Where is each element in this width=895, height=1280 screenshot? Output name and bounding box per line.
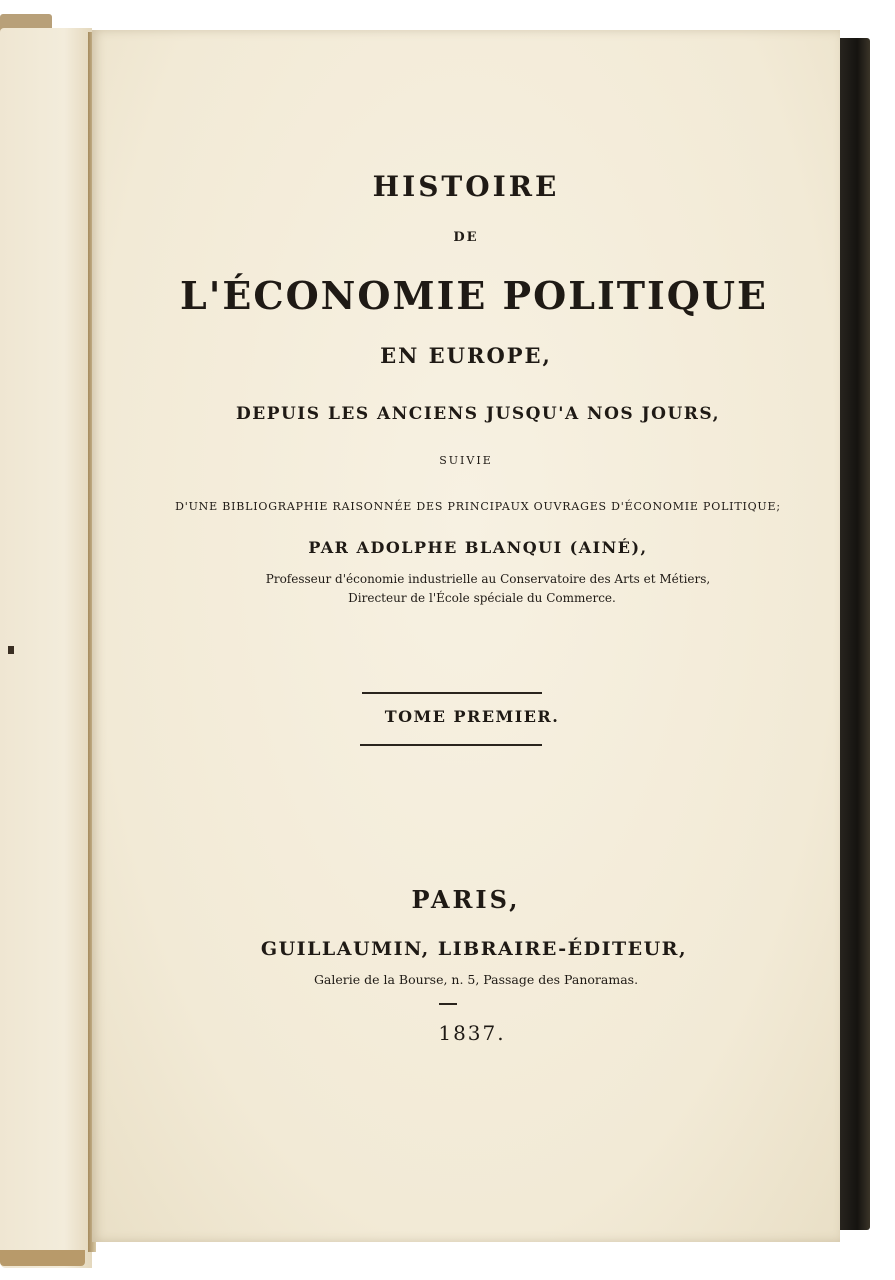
imprint-city: PARIS, [411,885,521,914]
left-page [0,28,92,1268]
imprint-dash [439,1003,457,1005]
title-line-europe: EN EUROPE, [380,343,552,368]
main-title: L'ÉCONOMIE POLITIQUE [180,273,768,318]
imprint-year: 1837. [438,1021,506,1045]
title-line-de: DE [453,230,479,245]
title-line-bibliographie: D'UNE BIBLIOGRAPHIE RAISONNÉE DES PRINCIPAUX OUVRAGES D'ÉCONOMIE POLITIQUE; [175,500,781,513]
book-binding [838,38,870,1230]
volume-label: TOME PREMIER. [384,707,560,726]
title-page [92,30,840,1242]
title-line-suivie: SUIVIE [439,454,493,467]
ink-mark [8,646,14,654]
title-line-depuis: DEPUIS LES ANCIENS JUSQU'A NOS JOURS, [236,404,720,424]
title-line-histoire: HISTOIRE [372,170,560,203]
author-credential-director: Directeur de l'École spéciale du Commerce. [348,591,616,605]
author-line: PAR ADOLPHE BLANQUI (AINÉ), [308,538,648,557]
imprint-address: Galerie de la Bourse, n. 5, Passage des Panoramas. [313,972,639,987]
volume-rule-top [362,692,542,694]
left-page-edge-bottom [0,1250,85,1266]
imprint-publisher: GUILLAUMIN, LIBRAIRE-ÉDITEUR, [260,938,688,960]
volume-rule-bottom [360,744,542,746]
author-credential-professor: Professeur d'économie industrielle au Conservatoire des Arts et Métiers, [265,572,711,586]
